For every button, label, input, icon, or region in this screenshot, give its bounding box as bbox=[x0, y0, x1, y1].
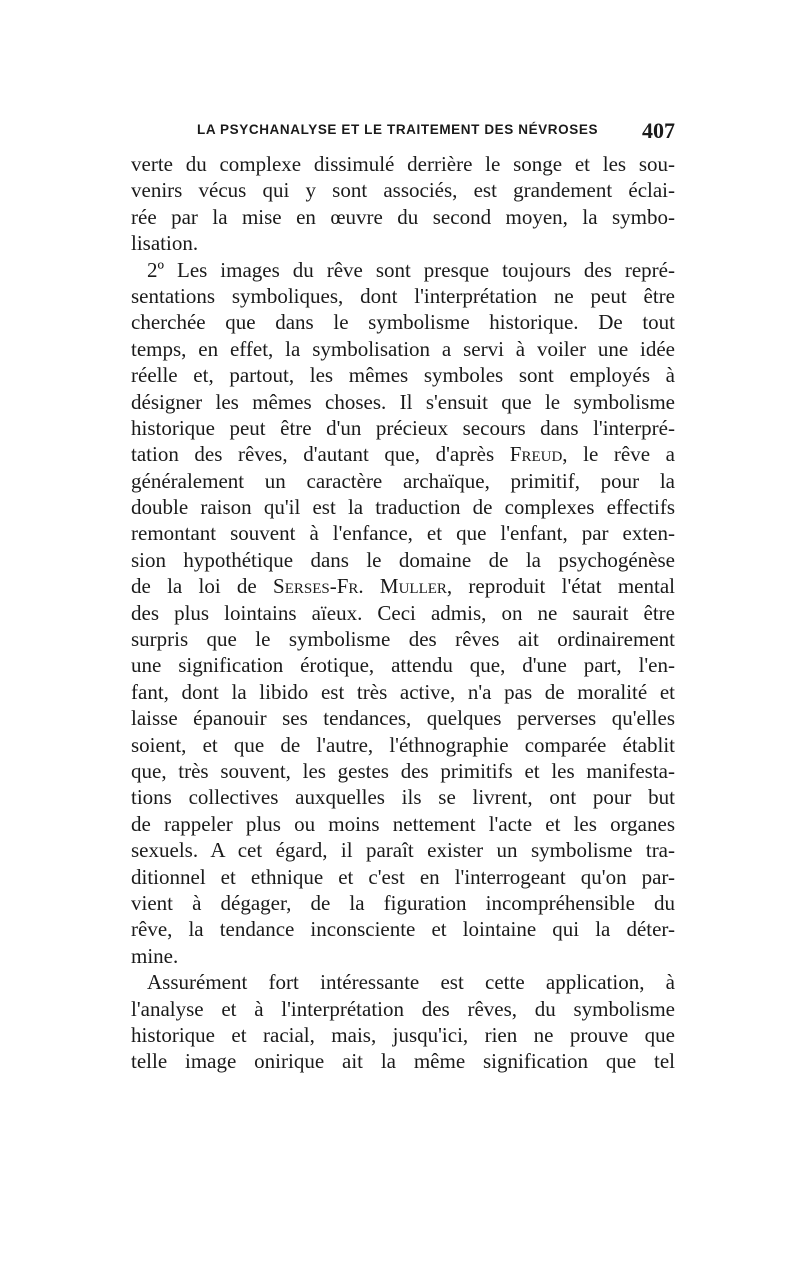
text-line: surpris que le symbolisme des rêves ait ordinairement bbox=[131, 627, 675, 652]
text-line: réelle et, partout, les mêmes symboles sont employés à bbox=[131, 363, 675, 388]
text-line: vient à dégager, de la figuration incompréhensible du bbox=[131, 890, 675, 915]
text-line: de rappeler plus ou moins nettement l'acte et les organes bbox=[131, 811, 675, 836]
running-title: LA PSYCHANALYSE ET LE TRAITEMENT DES NÉVROSES bbox=[197, 122, 599, 137]
text-line: verte du complexe dissimulé derrière le songe et les sou- bbox=[131, 152, 675, 176]
text-line: remontant souvent à l'enfance, et que l'enfant, par exten- bbox=[131, 521, 675, 546]
text-line: sion hypothétique dans le domaine de la psychogénèse bbox=[131, 547, 675, 572]
text-line: sexuels. A cet égard, il paraît exister un symbolisme tra- bbox=[131, 838, 675, 863]
text-line: sentations symboliques, dont l'interprétation ne peut être bbox=[131, 283, 675, 308]
text-line: soient, et que de l'autre, l'éthnographie comparée établit bbox=[131, 732, 675, 757]
text-line: historique peut être d'un précieux secours dans l'interpré- bbox=[131, 415, 675, 440]
text-line: désigner les mêmes choses. Il s'ensuit que le symbolisme bbox=[131, 389, 675, 414]
text-line: rêve, la tendance inconsciente et lointaine qui la déter- bbox=[131, 917, 675, 942]
text-line: 2º Les images du rêve sont presque toujours des repré- bbox=[147, 257, 675, 282]
text-line: Assurément fort intéressante est cette application, à bbox=[147, 970, 675, 995]
page-number: 407 bbox=[642, 118, 675, 143]
text-line: telle image onirique ait la même signification que tel bbox=[131, 1049, 675, 1074]
text-line: venirs vécus qui y sont associés, est grandement éclai- bbox=[131, 178, 675, 203]
text-line: de la loi de Serses-Fr. Muller, reproduit l'état mental bbox=[131, 574, 675, 599]
text-line: que, très souvent, les gestes des primitifs et les manifesta- bbox=[131, 758, 675, 783]
text-line: temps, en effet, la symbolisation a servi à voiler une idée bbox=[131, 336, 675, 361]
body-text bbox=[131, 151, 675, 1075]
text-line: ditionnel et ethnique et c'est en l'interrogeant qu'on par- bbox=[131, 864, 675, 889]
text-line: laisse épanouir ses tendances, quelques perverses qu'elles bbox=[131, 706, 675, 731]
text-line: une signification érotique, attendu que, d'une part, l'en- bbox=[131, 653, 675, 678]
text-line: l'analyse et à l'interprétation des rêves, du symbolisme bbox=[131, 996, 675, 1021]
text-line: lisation. bbox=[131, 231, 199, 256]
text-line: fant, dont la libido est très active, n'a pas de moralité et bbox=[131, 679, 675, 704]
text-line: tation des rêves, d'autant que, d'après Freud, le rêve a bbox=[131, 442, 675, 467]
text-line: historique et racial, mais, jusqu'ici, rien ne prouve que bbox=[131, 1022, 675, 1047]
text-line: tions collectives auxquelles ils se livrent, ont pour but bbox=[131, 785, 675, 810]
text-line: rée par la mise en œuvre du second moyen, la symbo- bbox=[131, 204, 675, 229]
text-line: généralement un caractère archaïque, primitif, pour la bbox=[131, 468, 675, 493]
page-header bbox=[197, 118, 677, 144]
text-line: double raison qu'il est la traduction de complexes effectifs bbox=[131, 495, 675, 520]
text-line: mine. bbox=[131, 943, 179, 968]
text-line: des plus lointains aïeux. Ceci admis, on ne saurait être bbox=[131, 600, 675, 625]
text-line: cherchée que dans le symbolisme historique. De tout bbox=[131, 310, 675, 335]
